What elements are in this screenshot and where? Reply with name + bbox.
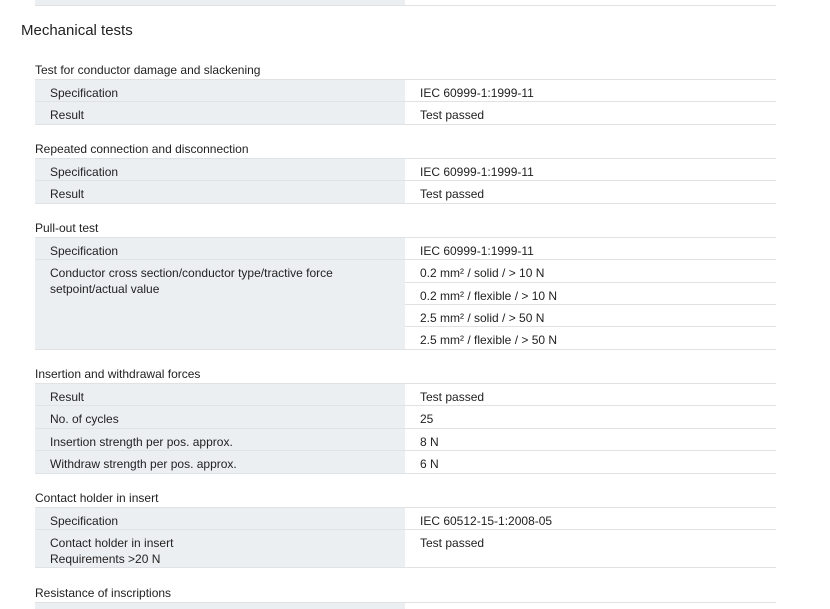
table-row bbox=[35, 530, 776, 568]
label-cell bbox=[35, 384, 405, 405]
row-value: 0.2 mm² / solid / > 10 N bbox=[420, 266, 545, 280]
table-row-cutoff bbox=[35, 0, 776, 6]
row-label-line2: Requirements >20 N bbox=[50, 552, 161, 566]
group-title: Insertion and withdrawal forces bbox=[35, 367, 201, 381]
row-label: Contact holder in insert bbox=[50, 536, 174, 550]
label-cell bbox=[35, 603, 405, 609]
value-divider bbox=[405, 282, 776, 283]
table-row bbox=[35, 384, 776, 406]
table-row bbox=[35, 159, 776, 181]
section-title: Mechanical tests bbox=[21, 22, 133, 39]
value-divider bbox=[405, 304, 776, 305]
label-cell bbox=[35, 181, 405, 203]
row-value: Test passed bbox=[420, 390, 485, 404]
group-title: Test for conductor damage and slackening bbox=[35, 63, 261, 77]
table-row bbox=[35, 181, 776, 204]
row-label: Conductor cross section/conductor type/tractive force bbox=[50, 266, 333, 280]
row-value: IEC 60999-1:1999-11 bbox=[420, 244, 534, 258]
row-value: 2.5 mm² / solid / > 50 N bbox=[420, 311, 545, 325]
row-value: IEC 60999-1:1999-11 bbox=[420, 86, 534, 100]
row-label: Result bbox=[50, 108, 85, 122]
row-label: Withdraw strength per pos. approx. bbox=[50, 457, 237, 471]
row-label: Insertion strength per pos. approx. bbox=[50, 435, 233, 449]
row-value: Test passed bbox=[420, 536, 485, 550]
row-value: IEC 60999-1:1999-11 bbox=[420, 165, 534, 179]
row-label: No. of cycles bbox=[50, 412, 119, 426]
row-value: Test passed bbox=[420, 108, 485, 122]
label-cell bbox=[35, 102, 405, 124]
group-title: Pull-out test bbox=[35, 221, 99, 235]
group-title: Resistance of inscriptions bbox=[35, 586, 172, 600]
row-label: Result bbox=[50, 187, 85, 201]
row-value: IEC 60512-15-1:2008-05 bbox=[420, 514, 553, 528]
row-label: Result bbox=[50, 390, 85, 404]
row-label: Specification bbox=[50, 165, 119, 179]
label-cell bbox=[35, 0, 405, 5]
row-value: Test passed bbox=[420, 187, 485, 201]
group-title: Repeated connection and disconnection bbox=[35, 142, 249, 156]
table-row bbox=[35, 80, 776, 102]
row-value: 8 N bbox=[420, 435, 439, 449]
table-row-multivalue bbox=[35, 260, 776, 350]
group-title: Contact holder in insert bbox=[35, 491, 159, 505]
table-row bbox=[35, 406, 776, 429]
table-row bbox=[35, 603, 776, 609]
row-label: Specification bbox=[50, 86, 119, 100]
table-row bbox=[35, 508, 776, 530]
value-divider bbox=[405, 326, 776, 327]
table-row bbox=[35, 451, 776, 474]
row-label: Specification bbox=[50, 514, 119, 528]
table-row bbox=[35, 429, 776, 451]
row-value: 2.5 mm² / flexible / > 50 N bbox=[420, 333, 558, 347]
table-row bbox=[35, 102, 776, 125]
row-value: 6 N bbox=[420, 457, 439, 471]
row-label-line2: setpoint/actual value bbox=[50, 282, 160, 296]
table-row bbox=[35, 238, 776, 260]
row-label: Specification bbox=[50, 244, 119, 258]
row-value: 25 bbox=[420, 412, 434, 426]
row-value: 0.2 mm² / flexible / > 10 N bbox=[420, 289, 558, 303]
